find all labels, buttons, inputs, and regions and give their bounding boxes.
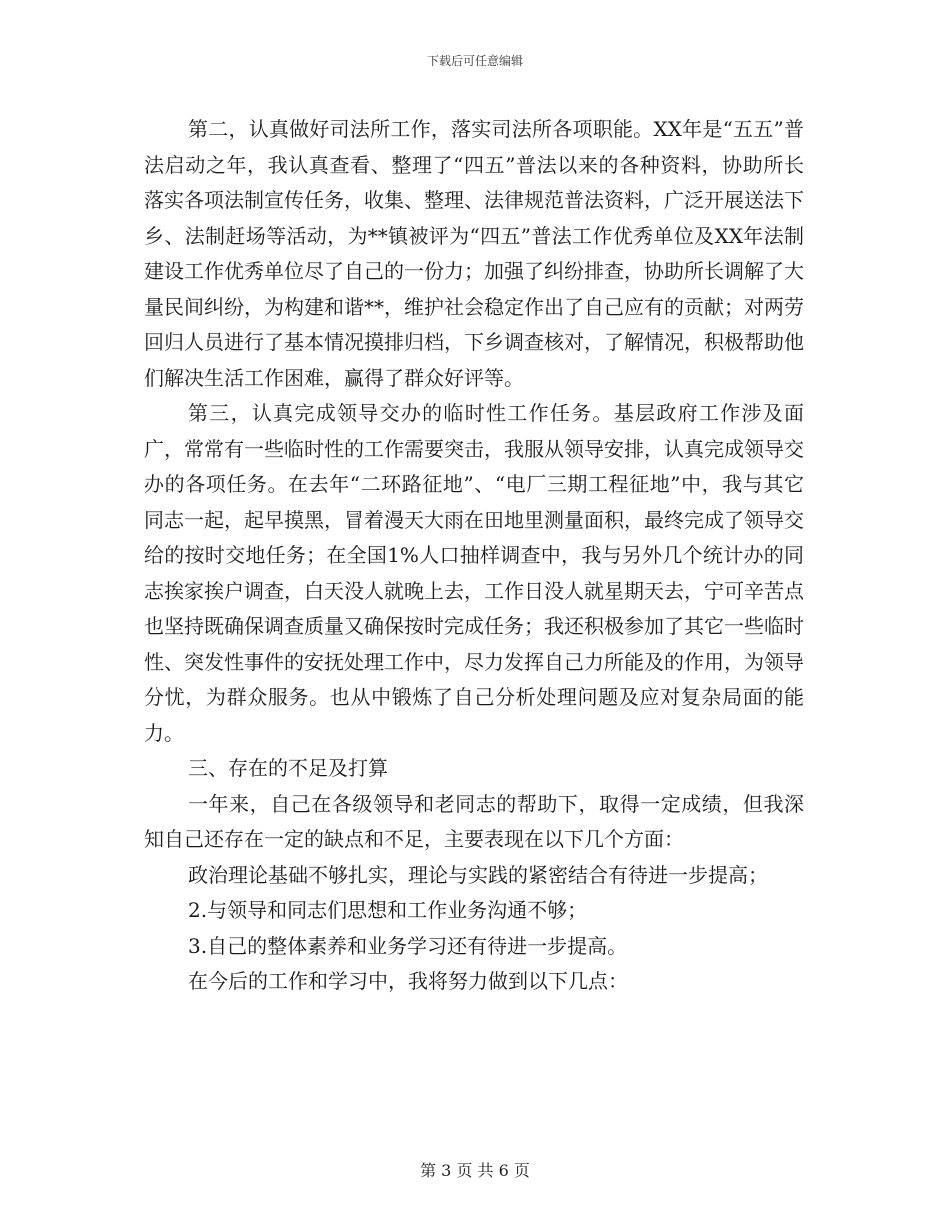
page-header: 下载后可任意编辑: [426, 54, 523, 68]
list-item-communication: 2.与领导和同志们思想和工作业务沟通不够；: [188, 898, 588, 922]
paragraph-judicial-office-work: 第二，认真做好司法所工作，落实司法所各项职能。XX年是“五五”普法启动之年，我认真查看、整理了“四五”普法以来的各种资料，协助所长落实各项法制宣传任务，收集、整理、法律规范普法资料，广泛开展送法下乡、法制赶场等活动，为**镇被评为“四五”普法工作优秀单位及XX年法制建设工作优秀单位尽了自己的一份力；加强了纠纷排查，协助所长调解了大量民间纠纷，为构建和谐**，维护社会稳定作出了自己应有的贡献；对两劳回归人员进行了基本情况摸排归档，下乡调查核对，了解情况，积极帮助他们解决生活工作困难，赢得了群众好评等。: [144, 117, 804, 390]
paragraph-temporary-tasks: 第三，认真完成领导交办的临时性工作任务。基层政府工作涉及面广，常常有一些临时性的工作需要突击，我服从领导安排，认真完成领导交办的各项任务。在去年“二环路征地”、“电厂三期工程征地”中，我与其它同志一起，起早摸黑，冒着漫天大雨在田地里测量面积，最终完成了领导交给的按时交地任务；在全国1%人口抽样调查中，我与另外几个统计办的同志挨家挨户调查，白天没人就晚上去，工作日没人就星期天去，宁可辛苦点也坚持既确保调查质量又确保按时完成任务；我还积极参加了其它一些临时性、突发性事件的安抚处理工作中，尽力发挥自己力所能及的作用，为领导分忧，为群众服务。也从中锻炼了自己分析处理问题及应对复杂局面的能力。: [144, 401, 804, 745]
page-footer: 第 3 页 共 6 页: [420, 1161, 530, 1180]
list-item-theory-foundation: 政治理论基础不够扎实，理论与实践的紧密结合有待进一步提高；: [188, 862, 768, 887]
list-item-overall-quality: 3.自己的整体素养和业务学习还有待进一步提高。: [188, 933, 628, 958]
section-heading-shortcomings: 三、存在的不足及打算: [188, 756, 388, 780]
document-body: [144, 112, 804, 1000]
paragraph-future-plans: 在今后的工作和学习中，我将努力做到以下几点：: [188, 969, 628, 993]
paragraph-shortcomings-intro: 一年来，自己在各级领导和老同志的帮助下，取得一定成绩，但我深知自己还存在一定的缺点和不足，主要表现在以下几个方面：: [144, 791, 804, 851]
